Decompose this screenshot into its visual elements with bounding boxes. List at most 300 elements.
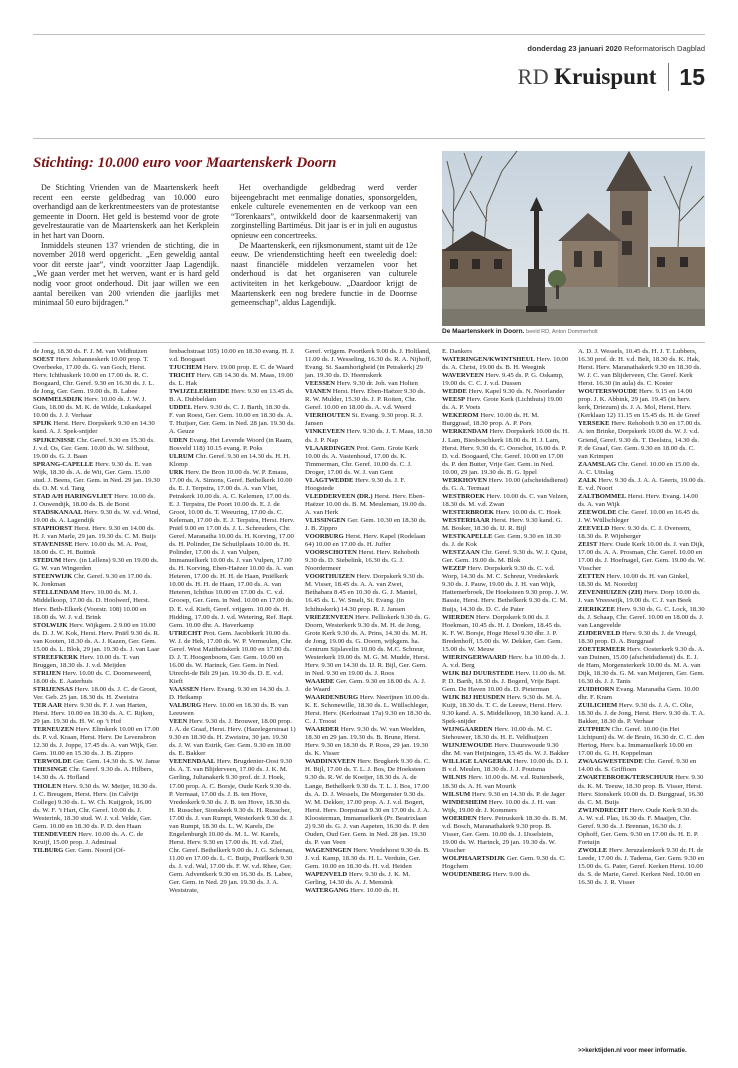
service-times: Chr. Geref. 9.30 en 14.30 ds. H. H. Klomp — [169, 452, 291, 468]
place-name: VLAARDINGEN — [305, 444, 355, 452]
listing-entry — [169, 469, 296, 630]
listing-entry — [578, 686, 705, 702]
service-times: Herv. 10.00 ds. J. H. van Wijk, 19.00 dr. J. Kommers — [442, 798, 556, 814]
place-name: WIERINGERWAARD — [442, 653, 507, 661]
paragraph: Het overhandigde geldbedrag werd verder bijeengebracht met eenmalige donaties, sponsorgelden, enkele culturele evenementen en de verkoop van een “Torenkaars”, ontwikkeld door de kaarsenmakerij van zorginstelling Bartiméus. Dit jaar is er in juli en augustus opnieuw een concertreeks. — [231, 183, 417, 240]
listing-entry — [578, 493, 705, 509]
listing-entry — [442, 477, 569, 493]
place-name: WOUTERSWOUDE — [578, 388, 638, 396]
service-times: Herv. 10.00 ds. H. van Ginkel, 18.30 ds. M. Noordzij — [578, 573, 689, 589]
service-times: Herv. Oude Kerk 10.00 ds. J. van Dijk, 17.00 ds. A. A. Prosman, Chr. Geref. 10.00 en 17.00 ds. J. Hoefnagel, Ger. Gem. 19.00 ds. W. Visscher — [578, 541, 705, 573]
place-name: WESTERHAAR — [442, 516, 490, 524]
listing-entry — [442, 694, 569, 726]
service-times: Herv. 9.30 ds. M. A. Kuijt, 18.30 ds. T. C. de Leeuw, Herst. Herv. 9.30 kand. A. S. Middelkoop, 18.30 kand. A. J. Spek-snijder — [442, 694, 569, 726]
article-bottom-rule — [33, 342, 705, 343]
service-times: Herv. 9.15 en 14.00 prop. J. K. Abbink, 29 jan. 19.45 (in herv. kerk, Driezum) ds. J. A. Mol, Herst. Herv. (Kerklaan 12) 11.15 en 15.45 ds. H. de Greef — [578, 388, 700, 420]
place-name: VLEDDERVEEN (DR.) — [305, 492, 373, 500]
place-name: ZUTPHEN — [578, 726, 610, 734]
place-name: WIERDEN — [442, 613, 475, 621]
listing-entry — [442, 533, 569, 549]
listing-entry — [305, 493, 432, 517]
place-name: ZETTEN — [578, 573, 605, 581]
listing-entry — [305, 549, 432, 573]
place-name: STAD A/H HARINGVLIET — [33, 492, 113, 500]
listing-entry — [442, 791, 569, 799]
listing-entry — [442, 509, 569, 517]
service-times: Herv. Neerijnen 10.00 ds. K. E. Schonewille, 18.30 ds. L. Wüllschleger, Herst. Herv. (Kerkstraat 17a) 9.30 en 18.30 ds. C. J. Troost — [305, 694, 432, 726]
service-times: Herv. 10.00 ds. C. van Velzen, 18.30 ds. M. v.d. Zwan — [442, 492, 569, 508]
listing-entry — [442, 428, 569, 476]
service-times: Herv. 9.30 ds. C. J. Overeem, 18.30 ds. P. Wijnberger — [578, 525, 691, 541]
listing-entry — [442, 654, 569, 670]
listing-entry — [33, 557, 160, 573]
place-name: WESTZAAN — [442, 549, 480, 557]
place-name: WOERDEN — [442, 814, 477, 822]
place-name: TIENDEVEEN — [33, 830, 77, 838]
listing-entry — [33, 420, 160, 436]
place-name: WEDDE — [442, 388, 467, 396]
place-name: THESINGE — [33, 766, 68, 774]
service-times: Herv. 10.00 ds. J. Ouwendijk, 18.00 ds. B. de Borst — [33, 492, 156, 508]
listing-column-4 — [442, 348, 569, 1053]
place-name: VOORBURG — [305, 533, 344, 541]
listing-entry — [33, 670, 160, 686]
headline: Stichting: 10.000 euro voor Maartenskerk Doorn — [33, 155, 337, 171]
listing-entry — [442, 726, 569, 742]
service-times: Herv. De Bron 10.00 ds. W. P. Emaus, 17.00 ds. A. Simons, Geref. Bethelkerk 10.00 ds. E. J. Terpstra, 17.00 ds. A. van Vliet, Petrakerk 10.00 ds. A. C. Kelemen, 17.00 ds. E. J. Terpstra, De Poort 10.00 ds. E. J. de Groot, 10.00 ds. T. Weeuring, 17.00 ds. C. Keleman, 17.00 ds. E. J. Terpstra, Herst. Herv. Pniël 9.00 en 17.00 ds. J. L. Schreuders, Chr. Geref. Maranatha 10.00 ds. H. Korving, 17.00 ds. H. Polinder, De Schuilplaats 10.00 ds. H. Polinder, 17.00 ds. J. van Vulpen, Immanuelkerk 10.00 ds. J. van Vulpen, 17.00 ds. H. Korving, Eben-Haëzer 10.00 ds. A. van Heteren, 17.00 ds. H. H. de Haan, Pniëlkerk 10.00 ds. H. H. de Haan, 17.00 ds. A. van Heteren, Ichthus 10.00 en 17.00 ds. C. v.d. Grooep, Ger. Gem. in Ned. 10.00 en 17.00 ds. D. E. v.d. Kieft, Geref. vrijgem. 10.00 ds. H. Hidding, 17.00 ds. J. v.d. Wetering, Ref. Bapt. Gem. 10.00 dhr. A. Haverkamp — [169, 468, 295, 629]
service-times: Herv. 10.00 ds. C. Hoek — [495, 508, 561, 516]
listing-entry — [169, 372, 296, 388]
service-times: Chr. Geref. 9.30 en 17.00 ds. K. Jonkman — [33, 573, 152, 589]
listing-column-5 — [578, 348, 705, 1053]
service-times: Herv. Dorp 10.00 ds. J. van Vreeswijk, 19.00 ds. C. J. van Beek — [578, 589, 701, 605]
place-name: WATERGANG — [305, 887, 349, 895]
place-name: VIANEN — [305, 388, 332, 396]
service-times: Herv. 10.00 ds. A. C. de Kruijf, 15.00 prop. J. Admiraal — [33, 830, 144, 846]
photo-caption — [442, 328, 705, 335]
service-times: Herv. Dorpskerk 10.00 ds. H. J. Lam, Biesboschkerk 18.00 ds. H. J. Lam, Herst. Herv. 9.30 ds. C. Oorschot, 16.00 ds. P. D. v.d. Boogaard, Chr. Geref. 10.00 en 17.00 ds. P. den Butter, Vrije Ger. Gem. in Ned. 10.00, 29 jan. 19.30 ds. B. G. Ippel — [442, 428, 569, 476]
service-times: Herst. Herv. 9.30 kand. G. M. Bosker, 18.30 ds. IJ. R. Bijl — [442, 516, 563, 533]
place-name: ZWAAGWESTEINDE — [578, 758, 643, 766]
listing-entry — [442, 614, 569, 654]
paragraph: De Stichting Vrienden van de Maartenskerk heeft recent een eerste geldbedrag van 10.000 euro overhandigd aan de kerkrentmeesters van de protestantse gemeente in Doorn. Het geld is bestemd voor de grote gevelrestauratie van de Maartenskerk aan het Kerkplein in het hart van Doorn. — [33, 183, 219, 240]
place-name: WESTERBROEK — [442, 508, 495, 516]
dateline — [527, 44, 705, 53]
place-name: WAGENINGEN — [305, 846, 352, 854]
service-times: Herv. Evang. 9.30 en 14.30 ds. J. D. Heikamp — [169, 685, 290, 702]
listing-entry — [578, 477, 705, 493]
place-name: ZEEVELD — [578, 525, 610, 533]
service-times: Herv. Grote Kerk (Lichthuis) 19.00 ds. A. P. Voets — [442, 396, 563, 412]
listing-entry — [578, 606, 705, 630]
listing-entry — [169, 348, 296, 364]
service-times: E. Dankers — [442, 348, 472, 355]
service-times: de Jong, 18.30 ds. F. J. M. van Veldhuizen — [33, 348, 148, 355]
listing-entry — [33, 573, 160, 589]
listing-entry — [33, 541, 160, 557]
place-name: VLAGTWEDDE — [305, 476, 354, 484]
service-times: Herv. 10.00 ds. H. — [350, 887, 400, 895]
place-name: VALBURG — [169, 702, 202, 710]
listing-entry — [305, 533, 432, 549]
service-times: Herst. Herv. Dorpskerk 9.30 en 14.30 kand. A. J. Spek-snijder — [33, 420, 155, 436]
place-name: STAVENISSE — [33, 541, 73, 549]
listing-entry — [305, 678, 432, 694]
listing-entry — [578, 646, 705, 686]
place-name: WEZEP — [442, 565, 466, 573]
service-times: Herv. 10.00 ds. A. Christ, 19.00 ds. B. H. Weegink — [442, 356, 569, 372]
place-name: WATERINGEN/KWINTSHEUL — [442, 356, 535, 364]
listing-column-3 — [305, 348, 432, 1053]
service-times: Herv. Dorpskerk 9.30 ds. C. v.d. Worp, 14.30 ds. M. C. Schreur, Vredeskerk 9.30 ds. J. Pauw, 19.00 ds. J. H. van Wijk, Hattemerbroek, De Hoeksteen 9.30 prop. J. W. Bassie, Herst. Herv. Bethelkerk 9.30 ds. C. M. Buijs, 14.30 ds. D. C. de Pater — [442, 565, 569, 613]
page-number: 15 — [679, 63, 705, 90]
listing-entry — [33, 702, 160, 726]
service-times: Herv. Pelliokerk 9.30 ds. G. Doorn, Westerkerk 9.30 ds. M. H. de Jong, Grote Kerk 9.30 ds. A. Prins, 14.30 ds. M. H. de Jong, 19.00 ds. G. Doorn, wijkgem. ha. Centrum Sijslavelin 10.00 ds. M.C. Schreur, Westerkerk 19.00 ds. M. G. M. Mudde, Herst. Herv. 9.30 en 14.30 ds. IJ. R. Bijl, Ger. Gem. in Ned. 9.30 en 19.00 ds. J. Roos — [305, 613, 431, 677]
service-times: Evang. Maranatha Gem. 10.00 dhr. F. Kram — [578, 685, 699, 702]
place-name: URK — [169, 468, 184, 476]
listing-entry — [578, 541, 705, 573]
listing-entry — [442, 396, 569, 412]
listing-entry — [169, 453, 296, 469]
kerktijden-link[interactable]: >>kerktijden.nl voor meer informatie. — [578, 1047, 687, 1054]
service-times: Prot. Gem. Grote Kerk 10.00 ds. A. Vastenhoud, 17.00 ds. K. Timmerman, Chr. Geref. 10.00 ds. C. J. Droger, 17.00 ds. W. J. van Gent — [305, 444, 419, 476]
service-times: Herv. Brugkerk 9.30 ds. C. H. Bijl, 17.00 ds. T. L. J. Bos, De Hoeksteen 9.30 ds. R. W. de Koeijer, 18.30 ds. A. de Lange, Bethelkerk 9.30 ds. T. L. J. Bos, 17.00 ds. A. D. J. Wessels, De Morgenster 9.30 ds. W. M. Dekker, 17.00 prop. A. J. v.d. Bogert, Herst. Herv. Dorpstraat 9.30 en 17.00 ds. J. A. Kloosterman, Immanuelkerk (Pr. Beatrixlaan 2) 9.30 ds. G. J. van Aapeten, 16.30 ds. P. den Ouden, Oud Ger. Gem. in Ned. 28 jan. 19.30 ds. P. van Veen — [305, 758, 430, 846]
place-name: VEESSEN — [305, 380, 336, 388]
place-name: VINKEVEEN — [305, 428, 345, 436]
service-times: Herv. Vredehorst 9.30 ds. B. J. v.d. Kamp, 18.30 ds. H. L. Verduin, Ger. Gem. 10.00 en 18.30 ds. H. v.d. Heiden — [305, 846, 430, 870]
listing-entry — [442, 670, 569, 694]
place-name: UDDEL — [169, 404, 193, 412]
place-name: ZAAMSLAG — [578, 460, 617, 468]
service-times: Herv. 9.30 ds. G. C. Lock, 18.30 ds. J. Schaap, Chr. Geref. 10.00 en 18.00 ds. J. van Langevelde — [578, 605, 705, 629]
place-name: ZWARTEBROEK/TERSCHUUR — [578, 774, 674, 782]
place-name: WAARDENBURG — [305, 694, 359, 702]
service-times: Herst. Herv. Evang. 14.00 ds. A. van Wijk — [578, 492, 699, 508]
place-name: VOORSCHOTEN — [305, 549, 357, 557]
place-name: SPRANG-CAPELLE — [33, 460, 94, 468]
service-times: Herv. 9.30 ds. C. J. Barth, 18.30 ds. F. van Roest, Ger. Gem. 10.00 en 18.30 ds. A. T. Huijser, Ger. Gem. in Ned. 28 jan. 19.30 ds. A. Geuze — [169, 404, 295, 436]
article-column-1 — [33, 183, 219, 308]
listing-entry — [578, 388, 705, 420]
service-times: Herv. 9.30 ds. W. Meijer, 18.30 ds. J. C. Breugem, Herst. Herv. (in Calvijn College) 9.30 ds. L. W. Ch. Kuijgrok, 16.00 ds. W. F. ’t Hart, Chr. Geref. 10.00 ds. J. Westerink, 18.30 stud. W. J. v.d. Velde, Ger. Gem. 10.00 en 18.30 ds. P. D. den Haan — [33, 782, 157, 830]
masthead — [518, 62, 705, 92]
place-name: WIJNJEWOUDE — [442, 742, 493, 750]
service-times: Herv. 9.30 en 14.30 ds. P. de Jager — [471, 790, 565, 798]
place-name: WESTKAPELLE — [442, 533, 493, 541]
service-times: Herv. Duurswoude 9.30 dhr. M. van Heijningen, 13.45 ds. W. J. Bakker — [442, 742, 569, 758]
listing-entry — [578, 726, 705, 758]
paper-name: Reformatorisch Dagblad — [624, 44, 705, 53]
listing-entry — [442, 742, 569, 758]
listing-entry — [305, 380, 432, 388]
service-times: Herv. Wijkgem. 2 9.00 en 19.00 ds. D. J. W. Kok, Herst. Herv. Pniël 9.30 ds. R. van Kooten, 18.30 ds. A. J. Kazen, Ger. Gem. 15.00 ds. L. Blok, 29 jan. 19.30 ds. J. van Laar — [33, 621, 160, 653]
listing-entry — [33, 356, 160, 396]
service-times: Herv. 9.30 ds. W. van Weelden, 18.30 en 29 jan. 19.30 ds. B. Brune, Herst. Herv. 9.30 en 18.30 ds. P. Roos, 29 jan. 19.30 ds. K. Visser — [305, 726, 429, 758]
place-name: VOORTHUIZEN — [305, 573, 355, 581]
article-column-2 — [231, 183, 417, 308]
place-name: ZEIST — [578, 541, 598, 549]
photo-credit: beeld RD, Anton Dommerholt — [526, 329, 598, 335]
listing-entry — [578, 774, 705, 806]
service-times: Herv. 9.30 ds. J. Brouwer, 18.00 prop. J. A. de Graaf, Herst. Herv. (Hazelegerstraat 1) 9.30 en 18.30 ds. H. Zweistra, 30 jan. 19.30 ds. J. W. van Estrik, Ger. Gem. 9.30 en 18.00 ds. E. Bakker — [169, 718, 296, 758]
listing-entry — [305, 517, 432, 533]
place-name: VIERHOUTEN — [305, 412, 351, 420]
place-name: WILSUM — [442, 790, 471, 798]
listing-entry — [33, 396, 160, 420]
listing-entry — [169, 630, 296, 686]
listing-entry — [442, 549, 569, 565]
listing-entry — [578, 758, 705, 774]
listing-entry — [33, 831, 160, 847]
listing-entry — [442, 356, 569, 372]
listing-entry — [33, 461, 160, 493]
service-times: Herv. Petruskerk 18.30 ds. B. M. v.d. Bosch, Maranathakerk 9.30 prop. B. Visser, Ger. Gem. 10.00 ds. J. IJsselstein, 19.00 ds. W. Harinck, 29 jan. 19.30 ds. W. Visscher — [442, 814, 568, 854]
top-rule — [33, 34, 705, 35]
place-name: WILLIGE LANGERAK — [442, 758, 512, 766]
place-name: WADDINXVEEN — [305, 758, 356, 766]
place-name: ZUILICHEM — [578, 702, 618, 710]
place-name: WEKEROM — [442, 412, 479, 420]
place-name: TER AAR — [33, 702, 63, 710]
listing-entry — [169, 364, 296, 372]
service-times: Herst. Herv. Eben-Haëzer 10.00 ds. B. M. Meuleman, 19.00 ds. A. van Herk — [305, 492, 427, 516]
listing-entry — [33, 766, 160, 782]
place-name: SPIJK — [33, 420, 52, 428]
service-times: Herv. 10.00 ds. M. v.d. Ruitenbeek, 18.30 ds. A. H. van Mourik — [442, 774, 565, 790]
listing-entry — [442, 774, 569, 790]
place-name: STAPHORST — [33, 525, 73, 533]
listing-column-1 — [33, 348, 160, 1053]
place-name: WIJNGAARDEN — [442, 726, 493, 734]
service-times: Herv. 9.45 ds. P. G. Oskamp, 19.00 ds. C. C. J. v.d. Dussen — [442, 372, 564, 388]
paragraph: Inmiddels steunen 137 vrienden de stichting, die in november 2018 werd opgericht. „Een geweldig aantal voor dit eerste jaar”, vindt voorzitter Jaap Lagendijk. „We gaan verder met het werven, want er is hard geld nodig voor groot onderhoud. Dit jaar willen we een aantal bereiken van 200 vrienden die jaarlijks met minimaal 50 euro bijdragen.” — [33, 240, 219, 308]
listing-entry — [442, 871, 569, 879]
listing-entry — [33, 493, 160, 509]
listing-entry — [578, 589, 705, 605]
listing-entry — [305, 412, 432, 428]
place-name: STRIJENSAS — [33, 685, 73, 693]
place-name: ULRUM — [169, 452, 194, 460]
service-times: Herv. 9.30 ds. J. T. Maas, 18.30 ds. J. P. Nap — [305, 428, 432, 444]
listing-entry — [442, 799, 569, 815]
place-name: WINDESHEIM — [442, 798, 488, 806]
service-times: Herv. 9.30 ds. W. v.d. Wind, 19.00 ds. A. Lagendijk — [33, 508, 160, 524]
service-times: Herv. 10.00 ds. C. Doorneweerd, 18.00 ds. E. Aaterhuis — [33, 669, 152, 685]
service-times: Herst. Herv. Kapel (Rodelaan 64) 10.00 en 17.00 ds. H. Juffer — [305, 533, 426, 549]
service-times: Prot. Gem. Jacobikerk 10.00 ds. W. J. de Hek, 17.00 ds. W. P. Vermeulen, Chr. Geref. West Mattheüskerk 10.00 en 17.00 ds. D. J. T. Hoogenboom, Ger. Gem. 10.00 en 16.00 ds. W. Harinck, Ger. Gem. in Ned. Utrecht-de Bilt 29 jan. 19.30 ds. D. E. v.d. Kieft — [169, 629, 293, 685]
service-times: Geref. vrijgem. Poortkerk 9.00 ds. J. Holtland, 11.00 ds. J. Wesseling, 16.30 ds. R. A. Nijhoff, Evang. St. Saamhorigheid (in Petrakerk) 29 jan. 19.30 ds. D. Heemskerk — [305, 348, 432, 380]
place-name: UDEN — [169, 436, 188, 444]
place-name: WAARDE — [305, 677, 335, 685]
place-name: WERKHOVEN — [442, 476, 488, 484]
place-name: WOUDENBERG — [442, 871, 492, 879]
listing-entry — [442, 348, 569, 356]
place-name: UTRECHT — [169, 629, 202, 637]
place-name: SPIJKENISSE — [33, 436, 76, 444]
listing-entry — [305, 614, 432, 678]
listing-entry — [33, 509, 160, 525]
listing-entry — [442, 493, 569, 509]
listing-entry — [578, 348, 705, 388]
service-times: Herv. 9.30 ds. J. F. Hoogstede — [305, 476, 406, 492]
service-times: Herv. 18.00 ds. J. C. de Groot, Ver. Geb. 25 jan. 18.30 ds. H. Zweistra — [33, 685, 157, 702]
caption-text: De Maartenskerk in Doorn. — [442, 328, 525, 335]
listing-entry — [305, 871, 432, 887]
service-times: Herv. 10.00 en 18.30 ds. B. van Leeuwen — [169, 702, 289, 718]
place-name: TWIJZELERHEIDE — [169, 388, 230, 396]
service-times: Herv. Brugdenier-Oost 9.30 ds. A. T. van Blijderveen, 17.00 ds. J. K. M. Gerling, Julianakerk 9.30 prof. dr. J. Hoek, 17.00 prop. A. C. Borsje, Oude Kerk 9.30 ds. P. Vermaat, 17.00 ds. J. B. ten Hove, Vredeskerk 9.30 ds. J. B. ten Hove, 18.30 ds. H. Russcher, Sionskerk 9.30 ds. H. Russcher, 17.00 ds. J. van Rumpt, Westerkerk 9.30 ds. J. van Rumpt, 18.30 ds. L. W. Karels, De Engelenburgh 10.00 ds. M. L. W. Karels, Herst. Herv. 9.30 en 17.00 ds. H. v.d. Ziel, Chr. Geref. Bethelkerk 9.00 ds. J. G. Schenau, 11.00 en 17.00 ds. L. C. Buijs, Pniëlkerk 9.30 ds. J. v.d. Wal, 17.00 ds. F. W. v.d. Rhee, Ger. Gem. Adventkerk 9.30 en 16.30 ds. B. Labee, Ger. Gem. in Ned. 29 jan. 19.30 ds. J. A. Weststrate, — [169, 758, 294, 895]
listing-entry — [305, 758, 432, 847]
listing-entry — [33, 525, 160, 541]
service-times: Herv. 10.00 ds. T. van Bruggen, 18.30 ds. J. v.d. Meijden — [33, 653, 140, 669]
service-times: Herv. 9.30 ds. K. M. Teeuw, 18.30 prop. B. Visser, Herst. Herv. Sionskerk 10.00 ds. D. Burggraaf, 16.30 ds. C. M. Buijs — [578, 774, 704, 806]
listing-entry — [578, 420, 705, 460]
listing-entry — [33, 758, 160, 766]
place-name: WEESP — [442, 396, 466, 404]
listing-entry — [33, 847, 160, 855]
listing-entry — [169, 437, 296, 453]
place-name: VEEN — [169, 718, 188, 726]
listing-entry — [33, 686, 160, 702]
service-times: Herv. GB 14.30 ds. M. Maas, 19.00 ds. L. Hak — [169, 372, 294, 388]
paragraph: De Maartenskerk, een rijksmonument, stamt uit de 12e eeuw. De vriendenstichting heeft een tweeledig doel: naast financiële middelen verzamelen voor het onderhoud is dat het organiseren van culturele activiteiten in het kerkgebouw. „Daardoor krijgt de Maartenskerk een nog bredere functie in de Doornse gemeenschap”, aldus Lagendijk. — [231, 240, 417, 308]
place-name: ZIJDERVELD — [578, 629, 621, 637]
listing-entry — [169, 758, 296, 895]
service-times: Chr. Geref. 9.30 ds. A. Hilbers, 14.30 ds. A. Hofland — [33, 766, 154, 782]
listing-entry — [578, 525, 705, 541]
service-times: A. D. J. Wessels, 10.45 ds. H. J. T. Lubbers, 16.30 prof. dr. H. v.d. Belt, 18.30 ds. K. Hak, Herst. Herv. Maranathakerk 9.30 en 18.30 ds. W. J. C. van Blijderveen, Chr. Geref. Kerk Herst. 16.30 (in aula) ds. C. Koster — [578, 348, 702, 388]
listing-entry — [33, 348, 160, 356]
place-name: TERWOLDE — [33, 758, 72, 766]
place-name: STRIJEN — [33, 669, 61, 677]
place-name: WILNIS — [442, 774, 467, 782]
service-times: Chr. Geref. 10.00 en 15.00 ds. A. C. Uitslag — [578, 460, 700, 476]
service-times: Herst. Herv. 9.30 en 14.00 ds. H. J. van Marle, 29 jan. 19.30 ds. C. M. Buijs — [33, 525, 156, 541]
place-name: STEENWIJK — [33, 573, 73, 581]
masthead-divider — [668, 63, 669, 91]
listing-entry — [305, 445, 432, 477]
service-times: Herv. 9.30 ds. F. J. van Harten, Herst. Herv. 10.00 en 18.30 ds. A. C. Rijken, 29 jan. 19.30 ds. H. W. op ’t Hof — [33, 702, 155, 726]
listing-entry — [305, 726, 432, 758]
service-times: Herv. Johanneskerk 10.00 prop. T. Overbeeke, 17.00 ds. G. van Goch, Herst. Herv. Ichthuskerk 10.00 en 17.00 ds. R. C. Boogaard, Chr. Geref. 9.30 en 16.30 ds. J. L. de Jong, Ger. Gem. 19.00 ds. B. Labee — [33, 356, 155, 396]
listing-entry — [442, 565, 569, 613]
place-name: YERSEKE — [578, 420, 610, 428]
listing-entry — [442, 388, 569, 396]
listing-entry — [169, 702, 296, 718]
place-name: THOLEN — [33, 782, 62, 790]
listing-entry — [442, 412, 569, 428]
place-name: ZOETERMEER — [578, 645, 626, 653]
listing-entry — [442, 517, 569, 533]
listing-column-2 — [169, 348, 296, 1053]
place-name: ZWOLLE — [578, 846, 608, 854]
place-name: WIJK BIJ DUURSTEDE — [442, 669, 514, 677]
service-times: Herv. 19.00 prop. E. C. de Waard — [203, 364, 294, 372]
listing-entry — [578, 702, 705, 726]
service-times: Evang. Het Levende Woord (in Raam, Bosveld 118) 10.15 evang. P. Poks — [169, 436, 293, 452]
service-times: Chr. Geref. 9.30 en 14.00 ds. S. Griffioen — [578, 758, 697, 774]
service-times: Chr. Geref. 9.30 ds. W. J. Quist, Ger. Gem. 19.00 ds. M. Blok — [442, 549, 568, 565]
place-name: SOEST — [33, 356, 55, 364]
place-name: WAARDER — [305, 726, 340, 734]
service-times: Herst. Herv. Rehoboth 9.30 ds. D. Siebelink, 16.30 ds. G. J. Noordermeer — [305, 549, 420, 573]
listing-entry — [33, 589, 160, 621]
service-times: Herv. 9.00 ds. — [492, 871, 531, 879]
service-times: Herv. 10.00 ds. M. C. Stehouwer, 18.30 ds. H. E. Veldhuijzen — [442, 726, 553, 742]
listing-entry — [305, 477, 432, 493]
listing-entry — [578, 630, 705, 646]
place-name: TRICHT — [169, 372, 196, 380]
listing-entry — [169, 686, 296, 702]
place-name: WIJK BIJ HEUSDEN — [442, 694, 506, 702]
listing-entry — [33, 622, 160, 654]
listing-entry — [442, 815, 569, 855]
place-name: TJUCHEM — [169, 364, 202, 372]
brand: RD — [517, 64, 550, 89]
service-times: Herv. 10.00 ds. J. W. J. Guis, 18.00 ds. M. K. de Wilde, Lukaskapel 10.00 ds. J. J. Verhaar — [33, 396, 152, 420]
listing-entry — [169, 718, 296, 758]
service-times: Herv. 10.00 ds. H. M. Burggraaf, 18.30 prop. A. P. Pors — [442, 412, 539, 428]
service-times: Herv. Rehoboth 9.30 en 17.00 ds. A. ten Brinke, Dorpskerk 10.00 ds. W. J. v.d. Griend, Geref. 9.30 ds. T. Deelstra, 14.30 ds. P. de Graaf, Ger. Gem. 9.30 en 18.00 ds. C. van Krimpen — [578, 420, 702, 460]
service-times: Herst. Herv. Eben-Haëzer 9.30 ds. R. W. Mulder, 15.30 ds. J. P. Roiten, Chr. Geref. 10.00 en 18.00 ds. A. v.d. Weerd — [305, 388, 426, 412]
service-times: Herv. Oude Kerk 9.30 ds. A. W. v.d. Plas, 16.30 ds. F. Maaijen, Chr. Geref. 9.30 ds. J. Brennan, 16.30 ds. J. Ophoff, Ger. Gem. 9.30 en 17.00 ds. H. E. P. Fortuijn — [578, 806, 699, 846]
service-times: Herv. Dorpskerk 9.00 ds. J. Hoekman, 10.45 ds. H. J. Donken, 18.45 ds. K. F. W. Borsje, Hoge Hexel 9.30 dhr. J. P. Bredenhoff, 15.00 ds. W. Dekker, Ger. Gem. 15.00 ds. W. Meuw — [442, 613, 563, 653]
church-photo-illustration — [442, 151, 705, 326]
listing-entry — [578, 573, 705, 589]
service-times: Ger. Gem. 10.30 en 18.30 ds. J. B. Zippro — [305, 516, 427, 533]
listing-entry — [578, 461, 705, 477]
service-times: Herv. 10.00 ds. M. J. Middelkoop, 17.00 ds. D. Hoolwerf, Herst. Herv. Beth-Elkerk (Voorstr. 108) 10.00 en 18.00 ds. W. J. v.d. Brink — [33, 589, 150, 621]
service-times: Herv. Oosterkerk 9.30 ds. A. van Duinen, 15.00 (afscheidsdienst) ds. E. J. de Ham, Morgensterkerk 10.00 ds. M. A. van Dijk, 18.30 ds. G. M. van Meijeren, Ger. Gem. 16.30 ds. J. J. Tanis — [578, 645, 705, 685]
place-name: ZEVENHUIZEN (ZH) — [578, 589, 643, 597]
listing-entry — [33, 726, 160, 758]
place-name: VAASSEN — [169, 685, 199, 693]
service-times: Herv. 9.30 ds. J. A. C. Olie, 18.30 ds. J. de Jong, Herst. Herv. 9.30 ds. T. A. Bakker, 18.30 ds. P. Verhaar — [578, 702, 705, 726]
service-times: Herv. 9.30 ds. J. de Vreugd, 18.30 prop. D. A. Burggraaf — [578, 629, 697, 645]
place-name: WERKENDAM — [442, 428, 488, 436]
section-name: Kruispunt — [554, 64, 657, 89]
place-name: STREEFKERK — [33, 653, 79, 661]
place-name: ZALK — [578, 476, 597, 484]
date: donderdag 23 januari 2020 — [527, 44, 623, 53]
service-times: fenbachstraat 105) 10.00 en 18.30 evang. H. J. v.d. Boogaart — [169, 348, 295, 364]
service-times: Herv. 10.00 (afscheidsdienst) ds. G. A. Termaat — [442, 476, 568, 492]
listing-entry — [169, 404, 296, 436]
place-name: ZWIJNDRECHT — [578, 806, 628, 814]
church-photo — [442, 151, 705, 326]
listing-entry — [305, 573, 432, 613]
service-times: Herv. b.a 10.00 ds. J. A. v.d. Berg — [442, 653, 566, 669]
place-name: ZEEWOLDE — [578, 508, 617, 516]
service-times: Herv. 9.30 ds. J. K. M. Gerling, 14.30 ds. A. J. Mensink — [305, 871, 411, 887]
place-name: VLISSINGEN — [305, 516, 346, 524]
listing-entry — [578, 509, 705, 525]
listing-entry — [305, 388, 432, 412]
listing-entry — [305, 428, 432, 444]
service-times: Ger. Gem. 9.30 en 18.30 ds. J. de Kok — [442, 533, 561, 549]
place-name: ZUIDHORN — [578, 685, 615, 693]
place-name: ZIERIKZEE — [578, 605, 616, 613]
listing-entry — [305, 348, 432, 380]
service-times: Ger. Gem. 9.30 ds. C. Hogchem — [442, 854, 566, 870]
service-times: Chr. Geref. 10.00 en 16.45 ds. J. W. Wüllschleger — [578, 508, 700, 524]
place-name: WOLPHAARTSDIJK — [442, 854, 506, 862]
listing-entry — [305, 694, 432, 726]
service-times: Chr. Geref. 9.30 en 15.30 ds. J. v.d. Os, Ger. Gem. 10.00 ds. W. Silfhout, 19.00 ds. G. J. Baan — [33, 436, 155, 460]
place-name: VEENENDAAL — [169, 758, 216, 766]
service-times: Herv. 11.00 ds. M. P. D. Barth, 18.30 ds. J. Bogerd, Vrije Bapt. Gem. De Haven 10.00 ds. D. Pieterman — [442, 669, 566, 693]
service-times: Herv. Kapel 9.30 ds. N. Noorlander — [468, 388, 565, 396]
